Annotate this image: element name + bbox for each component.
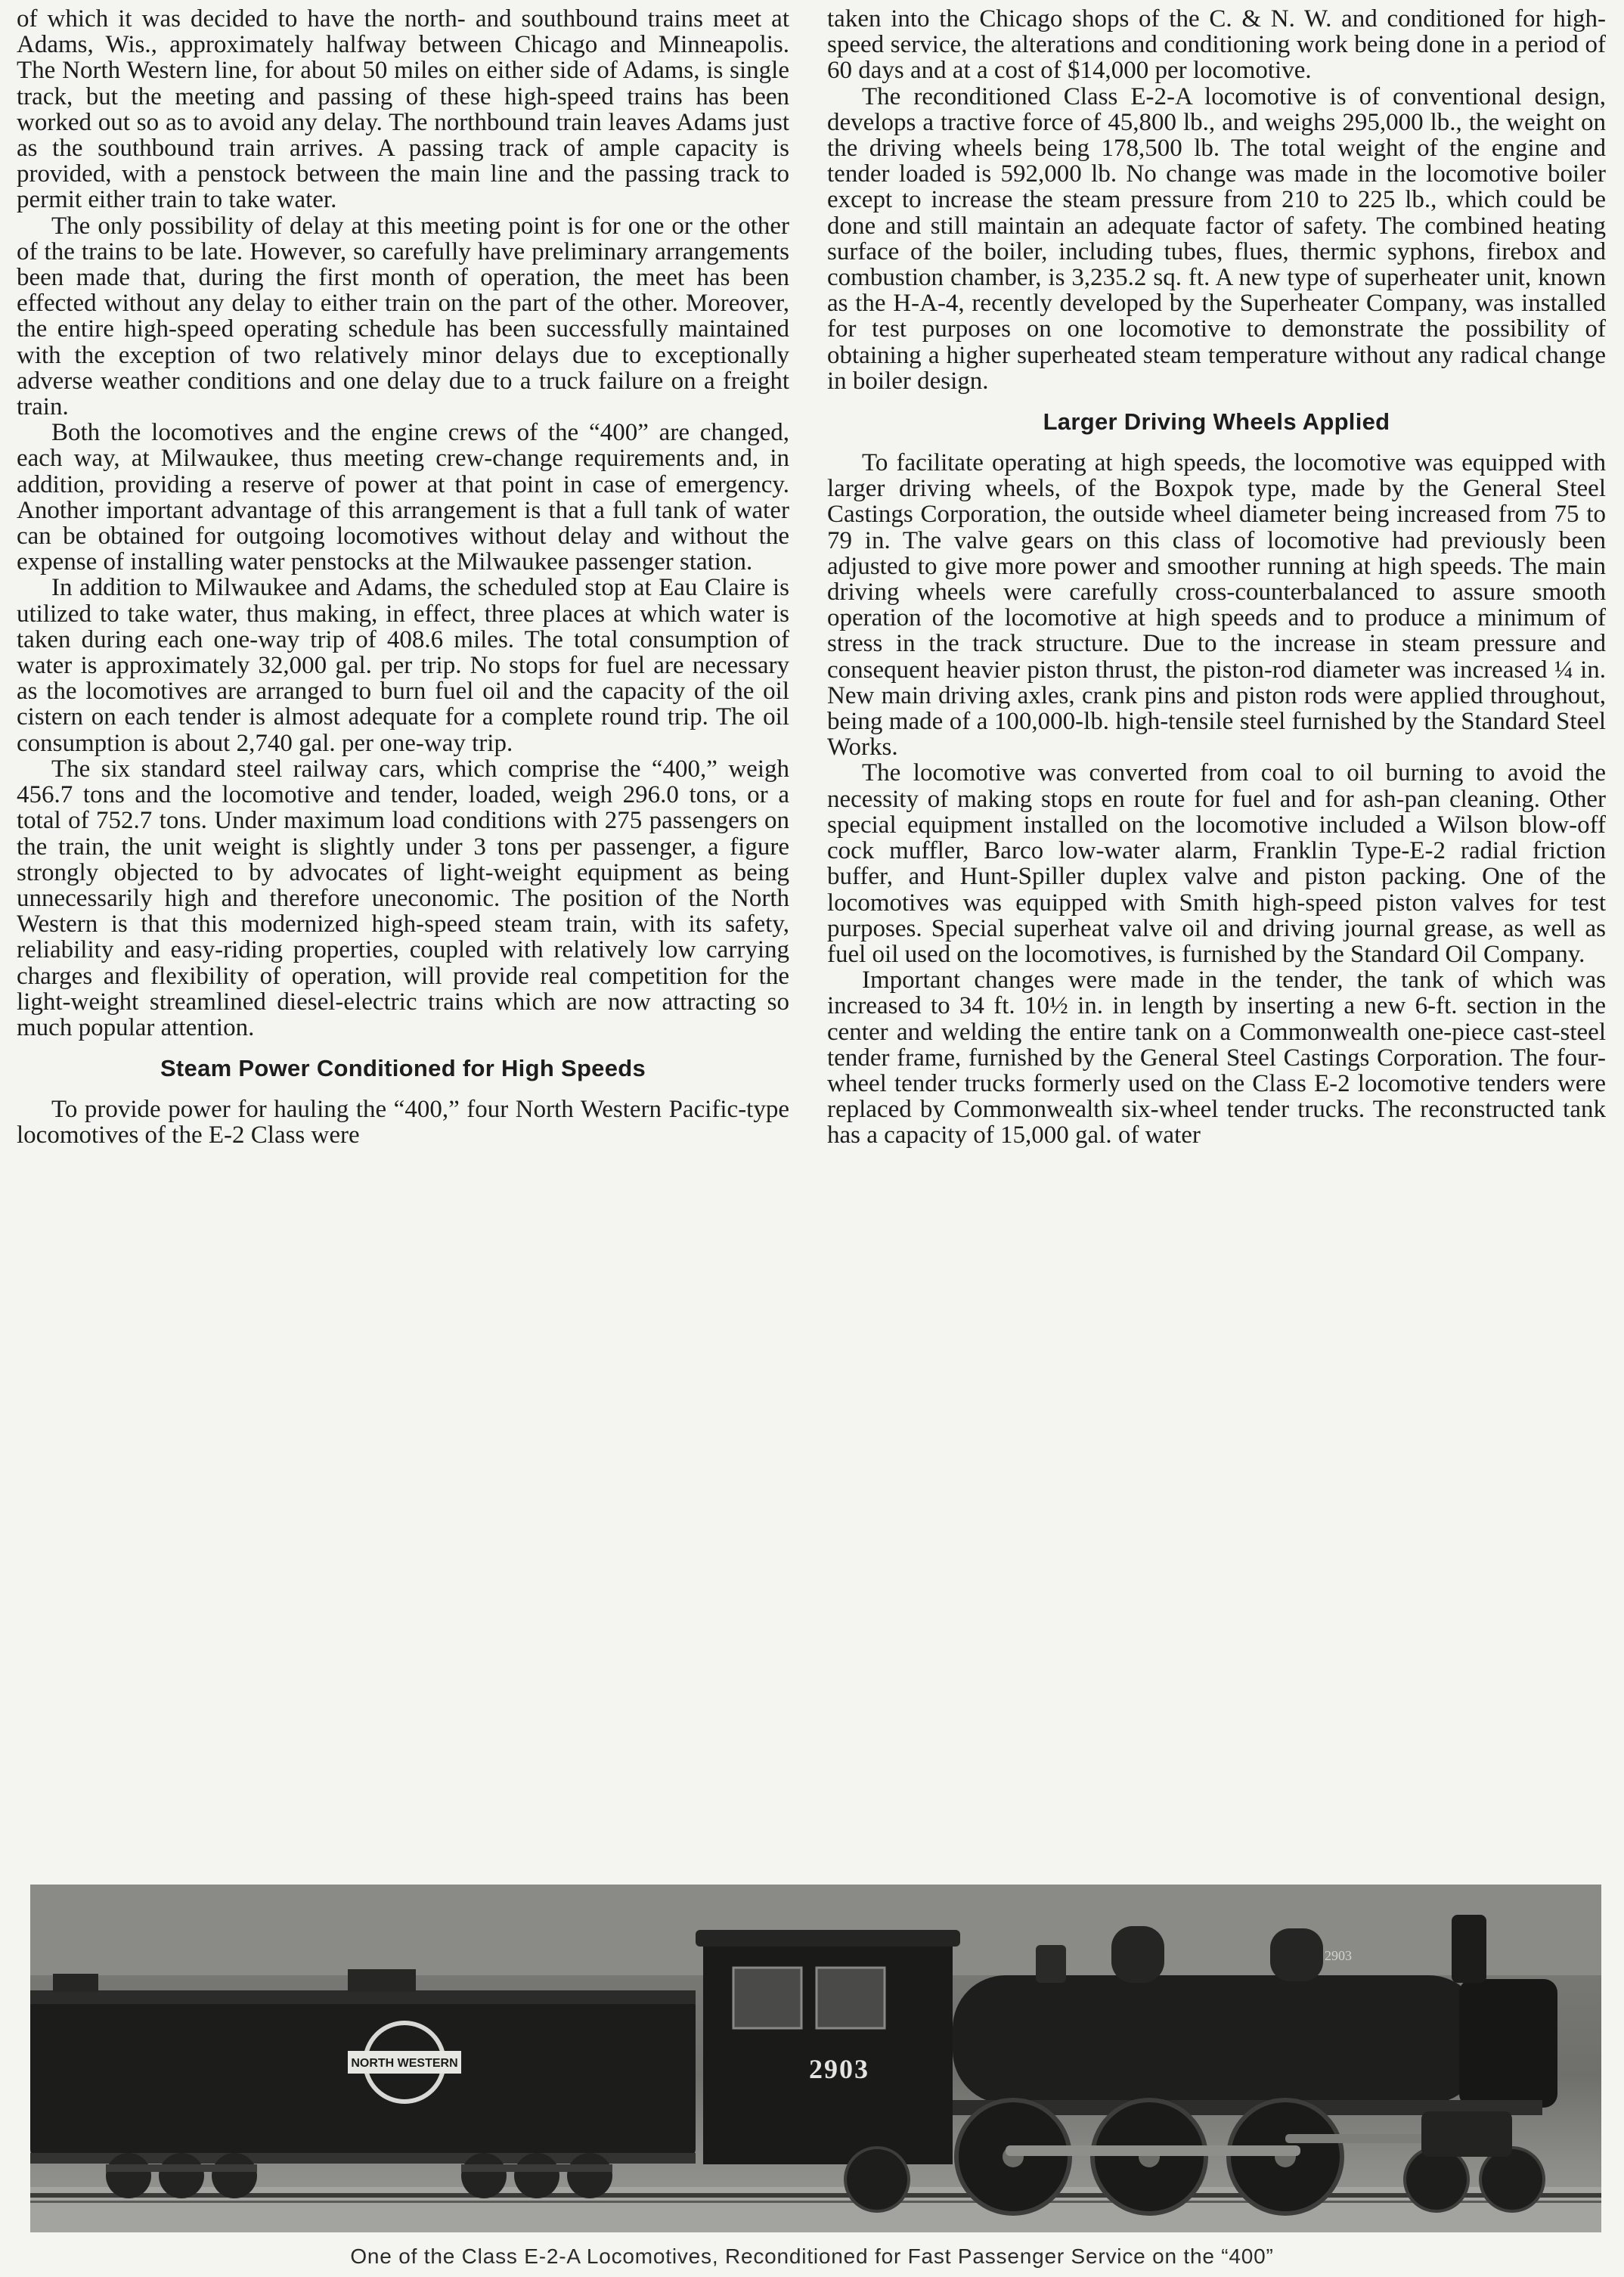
section-heading: Steam Power Conditioned for High Speeds xyxy=(160,1055,646,1082)
section-heading: Larger Driving Wheels Applied xyxy=(1043,408,1390,436)
paragraph: Important changes were made in the tender, the tank of which was increased to 34 ft. 10½ in. in length by inserting a new 6-ft. section in the center and welding the entire tank on a Commonwealth one-piece cast-steel tender frame, furnished by the General Steel Castings Corporation. The four-wheel tender trucks formerly used on the Class E-2 locomotive tenders were replaced by Commonwealth six-wheel tender trucks. The reconstructed tank has a capacity of 15,000 gal. of water xyxy=(827,966,1606,1149)
paragraph: taken into the Chicago shops of the C. & N. W. and conditioned for high-speed service, the alterations and conditioning work being done in a period of 60 days and at a cost of $14,000 per locomotive. xyxy=(827,5,1606,85)
paragraph: of which it was decided to have the north- and southbound trains meet at Adams, Wis., approximately halfway between Chicago and Minneapolis. The North Western line, for about 50 miles on either side of Adams, is single track, but the meeting and passing of these high-speed trains has been worked out so as to avoid any delay. The northbound train leaves Adams just as the southbound train arrives. A passing track of ample capacity is provided, with a penstock between the main line and the passing track to permit either train to take water. xyxy=(17,5,789,214)
svg-text:NORTH WESTERN: NORTH WESTERN xyxy=(351,2057,458,2070)
locomotive-photo xyxy=(30,1885,1601,2232)
svg-text:2903: 2903 xyxy=(809,2054,869,2084)
paragraph: In addition to Milwaukee and Adams, the scheduled stop at Eau Claire is utilized to take water, thus making, in effect, three places at which water is taken during each one-way trip of 408.6 miles. The total consumption of water is approximately 32,000 gal. per trip. No stops for fuel are necessary as the locomotives are arranged to burn fuel oil and the capacity of the oil cistern on each tender is almost adequate for a complete round trip. The oil consumption is about 2,740 gal. per one-way trip. xyxy=(17,574,789,757)
paragraph: Both the locomotives and the engine crews of the “400” are changed, each way, at Milwaukee, thus meeting crew-change requirements and, in addition, providing a reserve of power at that point in case of emergency. Another important advantage of this arrangement is that a full tank of water can be obtained for outgoing locomotives without delay and without the expense of installing water penstocks at the Milwaukee passenger station. xyxy=(17,419,789,576)
photo-caption: One of the Class E-2-A Locomotives, Reconditioned for Fast Passenger Service on the “400” xyxy=(350,2244,1274,2268)
paragraph: To facilitate operating at high speeds, the locomotive was equipped with larger driving wheels, of the Boxpok type, made by the General Steel Castings Corporation, the outside wheel diameter being increased from 75 to 79 in. The valve gears on this class of locomotive had previously been adjusted to give more power and smoother running at high speeds. The main driving wheels were carefully cross-counterbalanced to assure smooth operation of the locomotive at high speeds and to produce a minimum of stress in the track structure. Due to the increase in steam pressure and consequent heavier piston thrust, the piston-rod diameter was increased ¼ in. New main driving axles, crank pins and piston rods were applied throughout, being made of a 100,000-lb. high-tensile steel furnished by the Standard Steel Works. xyxy=(827,449,1606,762)
paragraph: The locomotive was converted from coal to oil burning to avoid the necessity of making stops en route for fuel and for ash-pan cleaning. Other special equipment installed on the locomotive included a Wilson blow-off cock muffler, Barco low-water alarm, Franklin Type-E-2 radial friction buffer, and Hunt-Spiller duplex valve and piston packing. One of the locomotives was equipped with Smith high-speed piston valves for test purposes. Special superheat valve oil and driving journal grease, as well as fuel oil used on the locomotives, is furnished by the Standard Oil Company. xyxy=(827,759,1606,968)
paragraph: The six standard steel railway cars, which comprise the “400,” weigh 456.7 tons and the locomotive and tender, loaded, weigh 296.0 tons, or a total of 752.7 tons. Under maximum load conditions with 275 passengers on the train, the unit weight is slightly under 3 tons per passenger, a figure strongly objected to by advocates of light-weight equipment as being unnecessarily high and therefore uneconomic. The position of the North Western is that this modernized high-speed steam train, with its safety, reliability and easy-riding properties, coupled with relatively low carrying charges and flexibility of operation, will provide real competition for the light-weight streamlined diesel-electric trains which are now attracting so much popular attention. xyxy=(17,755,789,1041)
tender xyxy=(30,1969,696,2198)
left-column xyxy=(17,6,789,1149)
svg-text:2903: 2903 xyxy=(1325,1948,1352,1963)
locomotive-cab xyxy=(696,1930,960,2164)
right-column xyxy=(827,6,1606,1149)
paragraph: The only possibility of delay at this meeting point is for one or the other of the trains to be late. However, so carefully have preliminary arrangements been made that, during the first month of operation, the meet has been effected without any delay to either train on the part of the other. Moreover, the entire high-speed operating schedule has been successfully maintained with the exception of two relatively minor delays due to exceptionally adverse weather conditions and one delay due to a truck failure on a freight train. xyxy=(17,212,789,421)
paragraph: The reconditioned Class E-2-A locomotive is of conventional design, develops a tractive force of 45,800 lb., and weighs 295,000 lb., the weight on the driving wheels being 178,500 lb. The total weight of the engine and tender loaded is 592,000 lb. No change was made in the locomotive boiler except to increase the steam pressure from 210 to 225 lb., which could be done and still maintain an adequate factor of safety. The combined heating surface of the boiler, including tubes, flues, thermic syphons, firebox and combustion chamber, is 3,235.2 sq. ft. A new type of superheater unit, known as the H-A-4, recently developed by the Superheater Company, was installed for test purposes on one locomotive to demonstrate the possibility of obtaining a higher superheated steam temperature without any radical change in boiler design. xyxy=(827,82,1606,395)
paragraph: To provide power for hauling the “400,” four North Western Pacific-type locomotives of the E-2 Class were xyxy=(17,1096,789,1149)
locomotive-illustration xyxy=(30,1885,1601,2232)
